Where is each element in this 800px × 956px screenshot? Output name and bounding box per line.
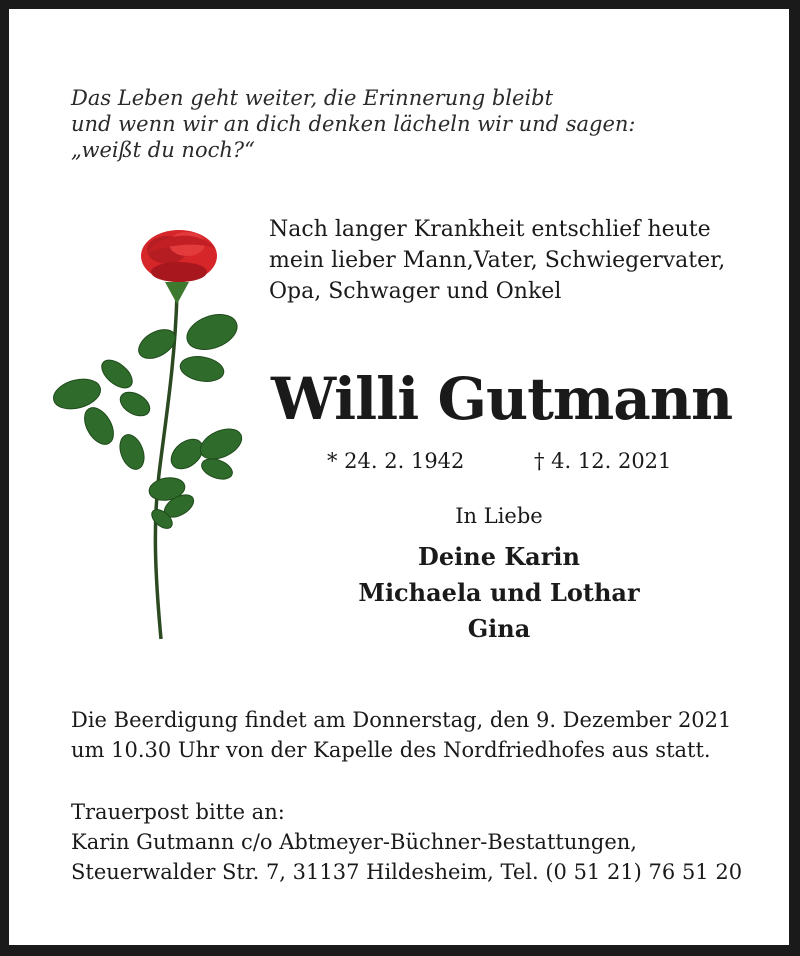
condolence-line: Trauerpost bitte an: <box>71 800 285 824</box>
funeral-line: Die Beerdigung findet am Donnerstag, den 9. Dezember 2021 <box>71 708 732 732</box>
deceased-name: Willi Gutmann <box>271 365 733 433</box>
announcement-line: Nach langer Krankheit entschlief heute <box>269 217 711 242</box>
mourner-name: Deine Karin <box>418 542 580 571</box>
mourner-names <box>299 539 699 647</box>
mourner-name: Gina <box>467 614 531 643</box>
mourner-name: Michaela und Lothar <box>358 578 640 607</box>
red-rose-icon <box>37 214 247 644</box>
quote-line: Das Leben geht weiter, die Erinnerung bleibt <box>71 86 554 110</box>
birth-date: * 24. 2. 1942 <box>327 449 465 473</box>
announcement-line: Opa, Schwager und Onkel <box>269 279 562 304</box>
funeral-line: um 10.30 Uhr von der Kapelle des Nordfriedhofes aus statt. <box>71 738 711 762</box>
announcement-text <box>269 214 725 307</box>
funeral-info <box>71 705 731 765</box>
in-love-text: In Liebe <box>455 504 543 528</box>
quote-line: „weißt du noch?“ <box>71 138 255 162</box>
death-date: † 4. 12. 2021 <box>534 449 672 473</box>
condolence-address <box>71 797 742 887</box>
condolence-line: Karin Gutmann c/o Abtmeyer-Büchner-Bestattungen, <box>71 830 637 854</box>
memorial-quote <box>71 85 636 163</box>
quote-line: und wenn wir an dich denken lächeln wir und sagen: <box>71 112 636 136</box>
condolence-line: Steuerwalder Str. 7, 31137 Hildesheim, Tel. (0 51 21) 76 51 20 <box>71 860 743 884</box>
obituary-card <box>9 9 789 945</box>
announcement-line: mein lieber Mann,Vater, Schwiegervater, <box>269 248 726 273</box>
